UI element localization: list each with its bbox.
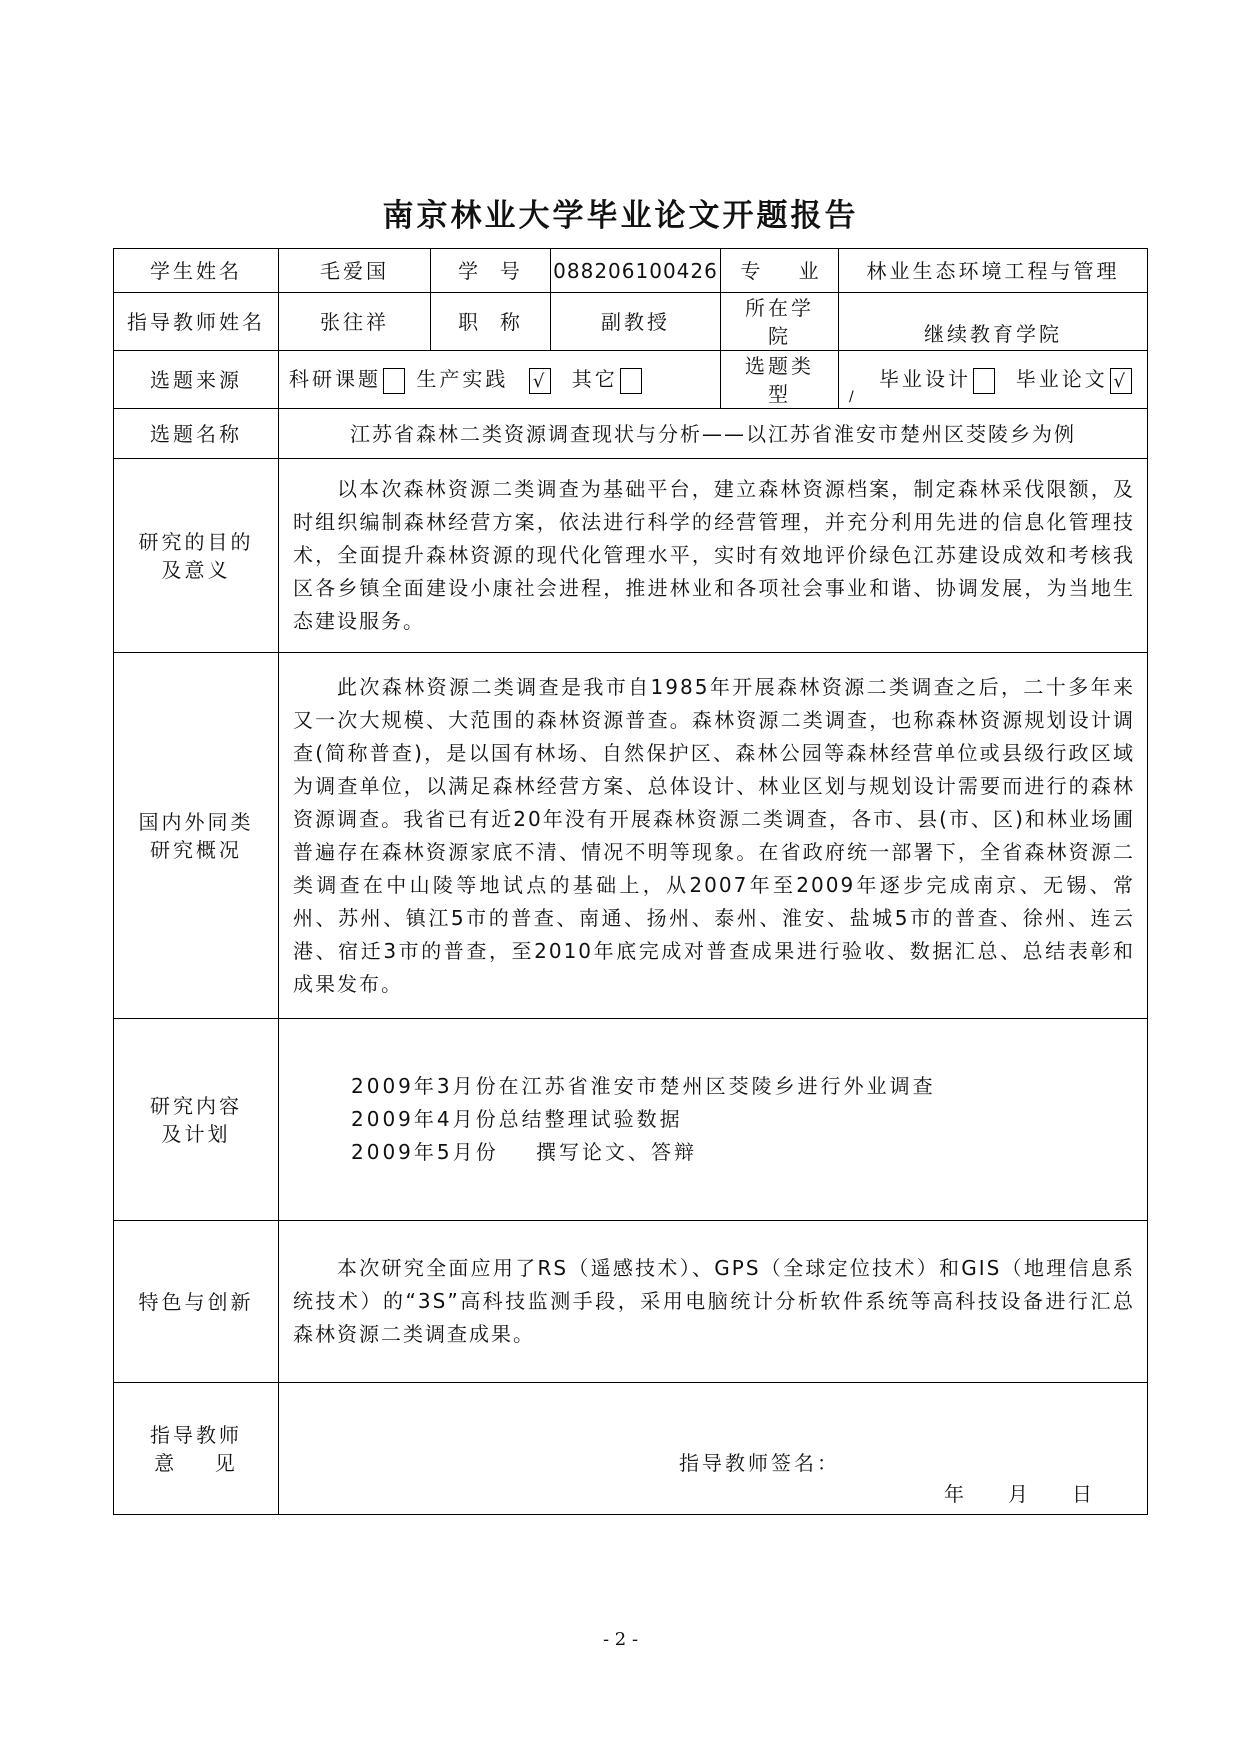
row-background <box>114 653 1148 1019</box>
background-label: 国内外同类研究概况 <box>114 653 279 1019</box>
student-id-label: 学 号 <box>431 249 551 293</box>
row-advisor-opinion <box>114 1383 1148 1515</box>
plan-label: 研究内容及计划 <box>114 1019 279 1221</box>
opinion-label: 指导教师 意 见 <box>114 1383 279 1515</box>
student-name-label: 学生姓名 <box>114 249 279 293</box>
proposal-form-table <box>113 248 1148 1515</box>
student-id-value: 088206100426 <box>551 249 721 293</box>
checkbox-graduation-design[interactable] <box>973 368 995 394</box>
purpose-text: 以本次森林资源二类调查为基础平台，建立森林资源档案，制定森林采伐限额，及时组织编制森林经营方案，依法进行科学的经营管理，并充分利用先进的信息化管理技术，全面提升森林资源的现代化管理水平，实时有效地评价绿色江苏建设成效和考核我区各乡镇全面建设小康社会进程，推进林业和各项社会事业和谐、协调发展，为当地生态建设服务。 <box>279 459 1148 653</box>
topic-type-label: 选题类型 <box>721 351 839 409</box>
row-topic-name <box>114 409 1148 459</box>
advisor-label: 指导教师姓名 <box>114 293 279 351</box>
college-label: 所在学院 <box>721 293 839 351</box>
innovation-label: 特色与创新 <box>114 1221 279 1383</box>
topic-name-value: 江苏省森林二类资源调查现状与分析——以江苏省淮安市楚州区茭陵乡为例 <box>279 409 1148 459</box>
title-rank-value: 副教授 <box>551 293 721 351</box>
option-other: 其它 <box>562 367 643 391</box>
option-production-practice: 生产实践 √ <box>416 367 562 391</box>
college-value: 继续教育学院 <box>839 293 1148 351</box>
plan-list <box>279 1019 1148 1221</box>
checkbox-other[interactable] <box>620 368 642 394</box>
checkbox-graduation-thesis[interactable]: √ <box>1110 368 1132 394</box>
checkbox-research-project[interactable] <box>383 368 405 394</box>
row-purpose <box>114 459 1148 653</box>
advisor-signature-label: 指导教师签名： <box>679 1451 840 1475</box>
plan-item: 2009年4月份总结整理试验数据 <box>351 1107 683 1131</box>
student-name-value: 毛爱国 <box>279 249 431 293</box>
signature-date: 年 月 日 <box>944 1482 1092 1506</box>
topic-name-label: 选题名称 <box>114 409 279 459</box>
plan-item: 2009年3月份在江苏省淮安市楚州区茭陵乡进行外业调查 <box>351 1074 936 1098</box>
topic-type-options: 毕业设计 毕业论文 √ / <box>839 351 1148 409</box>
row-topic-source-type <box>114 351 1148 409</box>
topic-source-label: 选题来源 <box>114 351 279 409</box>
purpose-label: 研究的目的及意义 <box>114 459 279 653</box>
opinion-content[interactable] <box>279 1383 1148 1515</box>
row-innovation <box>114 1221 1148 1383</box>
background-text: 此次森林资源二类调查是我市自1985年开展森林资源二类调查之后，二十多年来又一次大规模、大范围的森林资源普查。森林资源二类调查，也称森林资源规划设计调查(简称普查)，是以国有林场、自然保护区、森林公园等森林经营单位或县级行政区域为调查单位，以满足森林经营方案、总体设计、林业区划与规划设计需要而进行的森林资源调查。我省已有近20年没有开展森林资源二类调查，各市、县(市、区)和林业场圃普遍存在森林资源家底不清、情况不明等现象。在省政府统一部署下，全省森林资源二类调查在中山陵等地试点的基础上，从2007年至2009年逐步完成南京、无锡、常州、苏州、镇江5市的普查、南通、扬州、泰州、淮安、盐城5市的普查、徐州、连云港、宿迁3市的普查，至2010年底完成对普查成果进行验收、数据汇总、总结表彰和成果发布。 <box>279 653 1148 1019</box>
major-label: 专 业 <box>721 249 839 293</box>
option-research-project: 科研课题 <box>289 367 416 391</box>
plan-item: 2009年5月份 撰写论文、答辩 <box>351 1140 698 1164</box>
document-title: 南京林业大学毕业论文开题报告 <box>382 198 859 234</box>
row-student-info <box>114 249 1148 293</box>
innovation-text: 本次研究全面应用了RS（遥感技术）、GPS（全球定位技术）和GIS（地理信息系统技术）的“3S”高科技监测手段，采用电脑统计分析软件系统等高科技设备进行汇总森林资源二类调查成果。 <box>279 1221 1148 1383</box>
title-rank-label: 职 称 <box>431 293 551 351</box>
topic-type-overflow-mark: / <box>849 389 857 405</box>
major-value: 林业生态环境工程与管理 <box>839 249 1148 293</box>
checkbox-production-practice[interactable]: √ <box>529 368 551 394</box>
row-advisor-info <box>114 293 1148 351</box>
topic-source-options <box>279 351 721 409</box>
advisor-value: 张往祥 <box>279 293 431 351</box>
page-number: - 2 - <box>602 1629 639 1650</box>
row-plan <box>114 1019 1148 1221</box>
